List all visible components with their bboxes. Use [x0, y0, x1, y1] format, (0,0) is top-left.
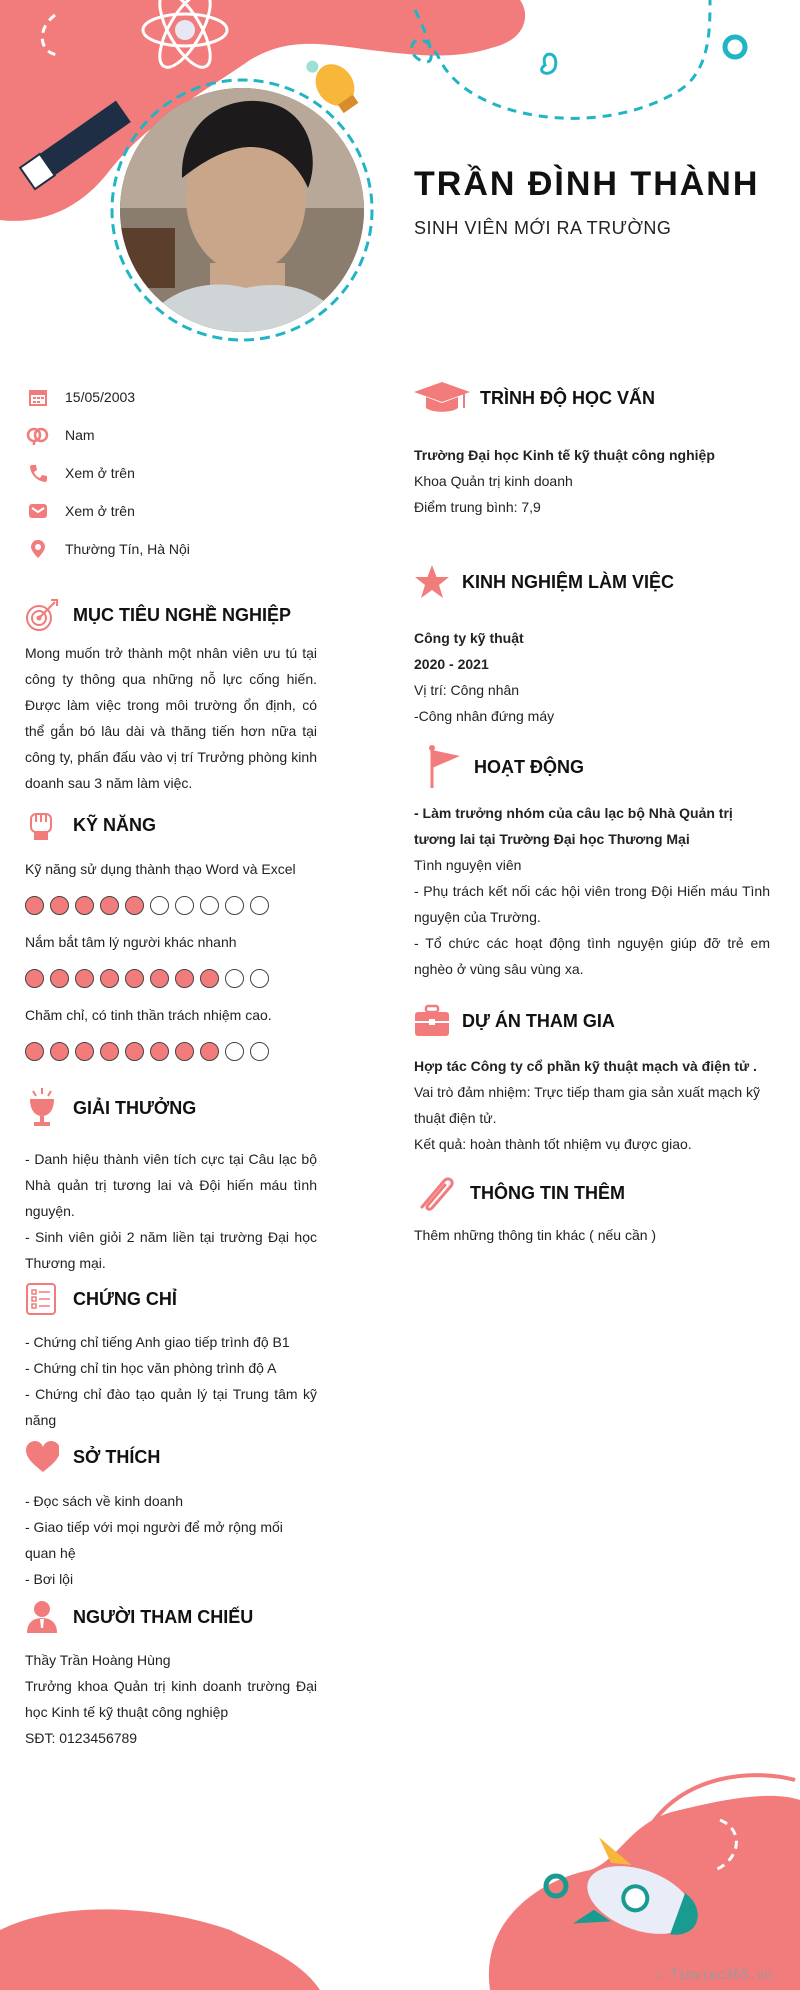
hobby-item: - Giao tiếp với mọi người để mở rộng mối quan hệ: [25, 1519, 283, 1561]
email-text: Xem ở trên: [65, 503, 135, 519]
company-name: Công ty kỹ thuật: [414, 630, 524, 646]
rating-dot-filled: [125, 1042, 144, 1061]
rating-dot-filled: [75, 1042, 94, 1061]
experience-details: [414, 625, 770, 729]
calendar-icon: [25, 384, 51, 410]
rating-dot-empty: [225, 1042, 244, 1061]
skill-label: Kỹ năng sử dụng thành thạo Word và Excel: [25, 861, 296, 877]
education-heading: [414, 378, 655, 418]
award-item: - Danh hiệu thành viên tích cực tại Câu lạc bộ Nhà quản trị tương lai và Đội hiến máu tình nguyện.: [25, 1151, 317, 1219]
skill-rating: [25, 1042, 269, 1061]
rating-dot-filled: [125, 969, 144, 988]
avatar: [120, 88, 364, 332]
project-name: Hợp tác Công ty cổ phần kỹ thuật mạch và điện tử .: [414, 1058, 757, 1074]
rating-dot-empty: [225, 896, 244, 915]
extra-title: THÔNG TIN THÊM: [470, 1182, 625, 1203]
activity-item: - Phụ trách kết nối các hội viên trong Đội Hiến máu Tình nguyện của Trường.: [414, 883, 770, 925]
project-result: Kết quả: hoàn thành tốt nhiệm vụ được giao.: [414, 1136, 692, 1152]
checklist-icon: [25, 1282, 59, 1316]
skill-rating: [25, 969, 269, 988]
activity-item: - Tổ chức các hoạt động tình nguyện giúp đỡ trẻ em nghèo ở vùng sâu vùng xa.: [414, 935, 770, 977]
awards-title: GIẢI THƯỞNG: [73, 1097, 197, 1118]
faculty-name: Khoa Quản trị kinh doanh: [414, 473, 573, 489]
skills-heading: [25, 808, 156, 842]
graduation-cap-icon: [414, 378, 470, 418]
rating-dot-empty: [200, 896, 219, 915]
work-detail: -Công nhân đứng máy: [414, 708, 555, 724]
contact-phone: [25, 460, 135, 486]
certificates-title: CHỨNG CHỈ: [73, 1288, 177, 1309]
hobbies-list: [25, 1488, 317, 1592]
references-title: NGƯỜI THAM CHIẾU: [73, 1606, 254, 1627]
avatar-photo: [120, 88, 364, 332]
paperclip-icon: [414, 1173, 458, 1213]
education-title: TRÌNH ĐỘ HỌC VẤN: [480, 387, 655, 408]
rating-dot-filled: [25, 896, 44, 915]
email-icon: [25, 498, 51, 524]
rating-dot-filled: [50, 969, 69, 988]
candidate-name: TRẦN ĐÌNH THÀNH: [414, 165, 760, 203]
school-name: Trường Đại học Kinh tế kỹ thuật công nghiệp: [414, 447, 715, 463]
candidate-title: SINH VIÊN MỚI RA TRƯỜNG: [414, 218, 672, 238]
trophy-icon: [25, 1088, 59, 1128]
gpa-text: Điểm trung bình: 7,9: [414, 499, 541, 515]
skills-title: KỸ NĂNG: [73, 814, 157, 835]
work-position: Vị trí: Công nhân: [414, 682, 520, 698]
certificates-heading: [25, 1282, 177, 1316]
project-role: Vai trò đảm nhiệm: Trực tiếp tham gia sản xuất mạch kỹ thuật điện tử.: [414, 1084, 761, 1126]
target-icon: [25, 598, 59, 632]
hobby-item: - Đọc sách về kinh doanh: [25, 1493, 183, 1509]
rating-dot-filled: [125, 896, 144, 915]
rating-dot-filled: [200, 1042, 219, 1061]
rating-dot-filled: [75, 896, 94, 915]
references-heading: [25, 1600, 253, 1634]
rating-dot-filled: [50, 896, 69, 915]
hobby-item: - Bơi lội: [25, 1571, 74, 1587]
rating-dot-filled: [150, 1042, 169, 1061]
reference-item: Trưởng khoa Quản trị kinh doanh trường Đại học Kinh tế kỹ thuật công nghiệp: [25, 1678, 317, 1720]
location-icon: [25, 536, 51, 562]
certificate-item: - Chứng chỉ tin học văn phòng trình độ A: [25, 1360, 277, 1376]
objective-text: Mong muốn trở thành một nhân viên ưu tú tại công ty thông qua những nỗ lực cống hiến. Được làm việc trong môi trường ổn định, có thể gắn bó lâu dài và thăng tiến hơn nữa tại công ty, phấn đấu vào vị trí Trưởng phòng kinh doanh sau 3 năm làm việc.: [25, 645, 317, 791]
rating-dot-filled: [100, 1042, 119, 1061]
activity-highlight: - Làm trưởng nhóm của câu lạc bộ Nhà Quản trị tương lai tại Trường Đại học Thương Mại: [414, 805, 733, 847]
award-item: - Sinh viên giỏi 2 năm liền tại trường Đại học Thương mại.: [25, 1229, 317, 1271]
certificate-item: - Chứng chỉ đào tạo quản lý tại Trung tâm kỹ năng: [25, 1386, 317, 1428]
certificates-list: [25, 1329, 317, 1433]
phone-icon: [25, 460, 51, 486]
activities-details: [414, 800, 770, 982]
work-period: 2020 - 2021: [414, 656, 489, 672]
rating-dot-filled: [25, 969, 44, 988]
flag-icon: [414, 744, 464, 790]
projects-title: DỰ ÁN THAM GIA: [462, 1010, 615, 1031]
rating-dot-empty: [225, 969, 244, 988]
fist-icon: [25, 808, 59, 842]
hobbies-title: SỞ THÍCH: [73, 1446, 161, 1467]
experience-heading: [414, 564, 674, 600]
contact-birthday: [25, 384, 135, 410]
rating-dot-filled: [25, 1042, 44, 1061]
gender-text: Nam: [65, 427, 95, 443]
rating-dot-filled: [100, 896, 119, 915]
activities-heading: [414, 744, 584, 790]
rating-dot-empty: [175, 896, 194, 915]
bottom-left-blob: [0, 1909, 320, 1990]
rating-dot-empty: [150, 896, 169, 915]
avatar-frame: [112, 80, 372, 340]
birthday-text: 15/05/2003: [65, 389, 136, 405]
rating-dot-filled: [75, 969, 94, 988]
skill-rating: [25, 896, 269, 915]
certificate-item: - Chứng chỉ tiếng Anh giao tiếp trình độ B1: [25, 1334, 290, 1350]
skill-label: Nắm bắt tâm lý người khác nhanh: [25, 934, 237, 950]
rating-dot-filled: [150, 969, 169, 988]
experience-title: KINH NGHIỆM LÀM VIỆC: [462, 571, 675, 592]
star-icon: [414, 564, 450, 600]
rating-dot-filled: [175, 1042, 194, 1061]
person-icon: [25, 1600, 59, 1634]
contact-email: [25, 498, 135, 524]
rating-dot-empty: [250, 896, 269, 915]
projects-details: [414, 1053, 770, 1157]
gender-icon: [25, 422, 51, 448]
rating-dot-filled: [50, 1042, 69, 1061]
objective-heading: [25, 598, 291, 632]
briefcase-icon: [414, 1004, 450, 1038]
references-list: [25, 1647, 317, 1751]
heart-icon: [25, 1440, 59, 1474]
awards-heading: [25, 1088, 196, 1128]
watermark: ∴ Timviec365.vn: [654, 1968, 772, 1983]
reference-item: Thầy Trần Hoàng Hùng: [25, 1652, 171, 1668]
awards-list: [25, 1146, 317, 1276]
projects-heading: [414, 1004, 615, 1038]
extra-heading: [414, 1173, 625, 1213]
activity-role: Tình nguyện viên: [414, 857, 522, 873]
rating-dot-filled: [100, 969, 119, 988]
education-details: [414, 442, 770, 520]
extra-text: Thêm những thông tin khác ( nếu cần ): [414, 1227, 657, 1243]
rating-dot-empty: [250, 969, 269, 988]
contact-gender: [25, 422, 95, 448]
reference-item: SĐT: 0123456789: [25, 1730, 138, 1746]
hobbies-heading: [25, 1440, 160, 1474]
watermark-text: Timviec365.vn: [670, 1968, 772, 1983]
contact-address: [25, 536, 190, 562]
rating-dot-empty: [250, 1042, 269, 1061]
rating-dot-filled: [200, 969, 219, 988]
skill-label: Chăm chỉ, có tinh thần trách nhiệm cao.: [25, 1007, 272, 1023]
phone-text: Xem ở trên: [65, 465, 135, 481]
objective-title: MỤC TIÊU NGHỀ NGHIỆP: [73, 604, 292, 625]
rating-dot-filled: [175, 969, 194, 988]
activities-title: HOẠT ĐỘNG: [474, 756, 584, 777]
address-text: Thường Tín, Hà Nội: [65, 541, 190, 557]
